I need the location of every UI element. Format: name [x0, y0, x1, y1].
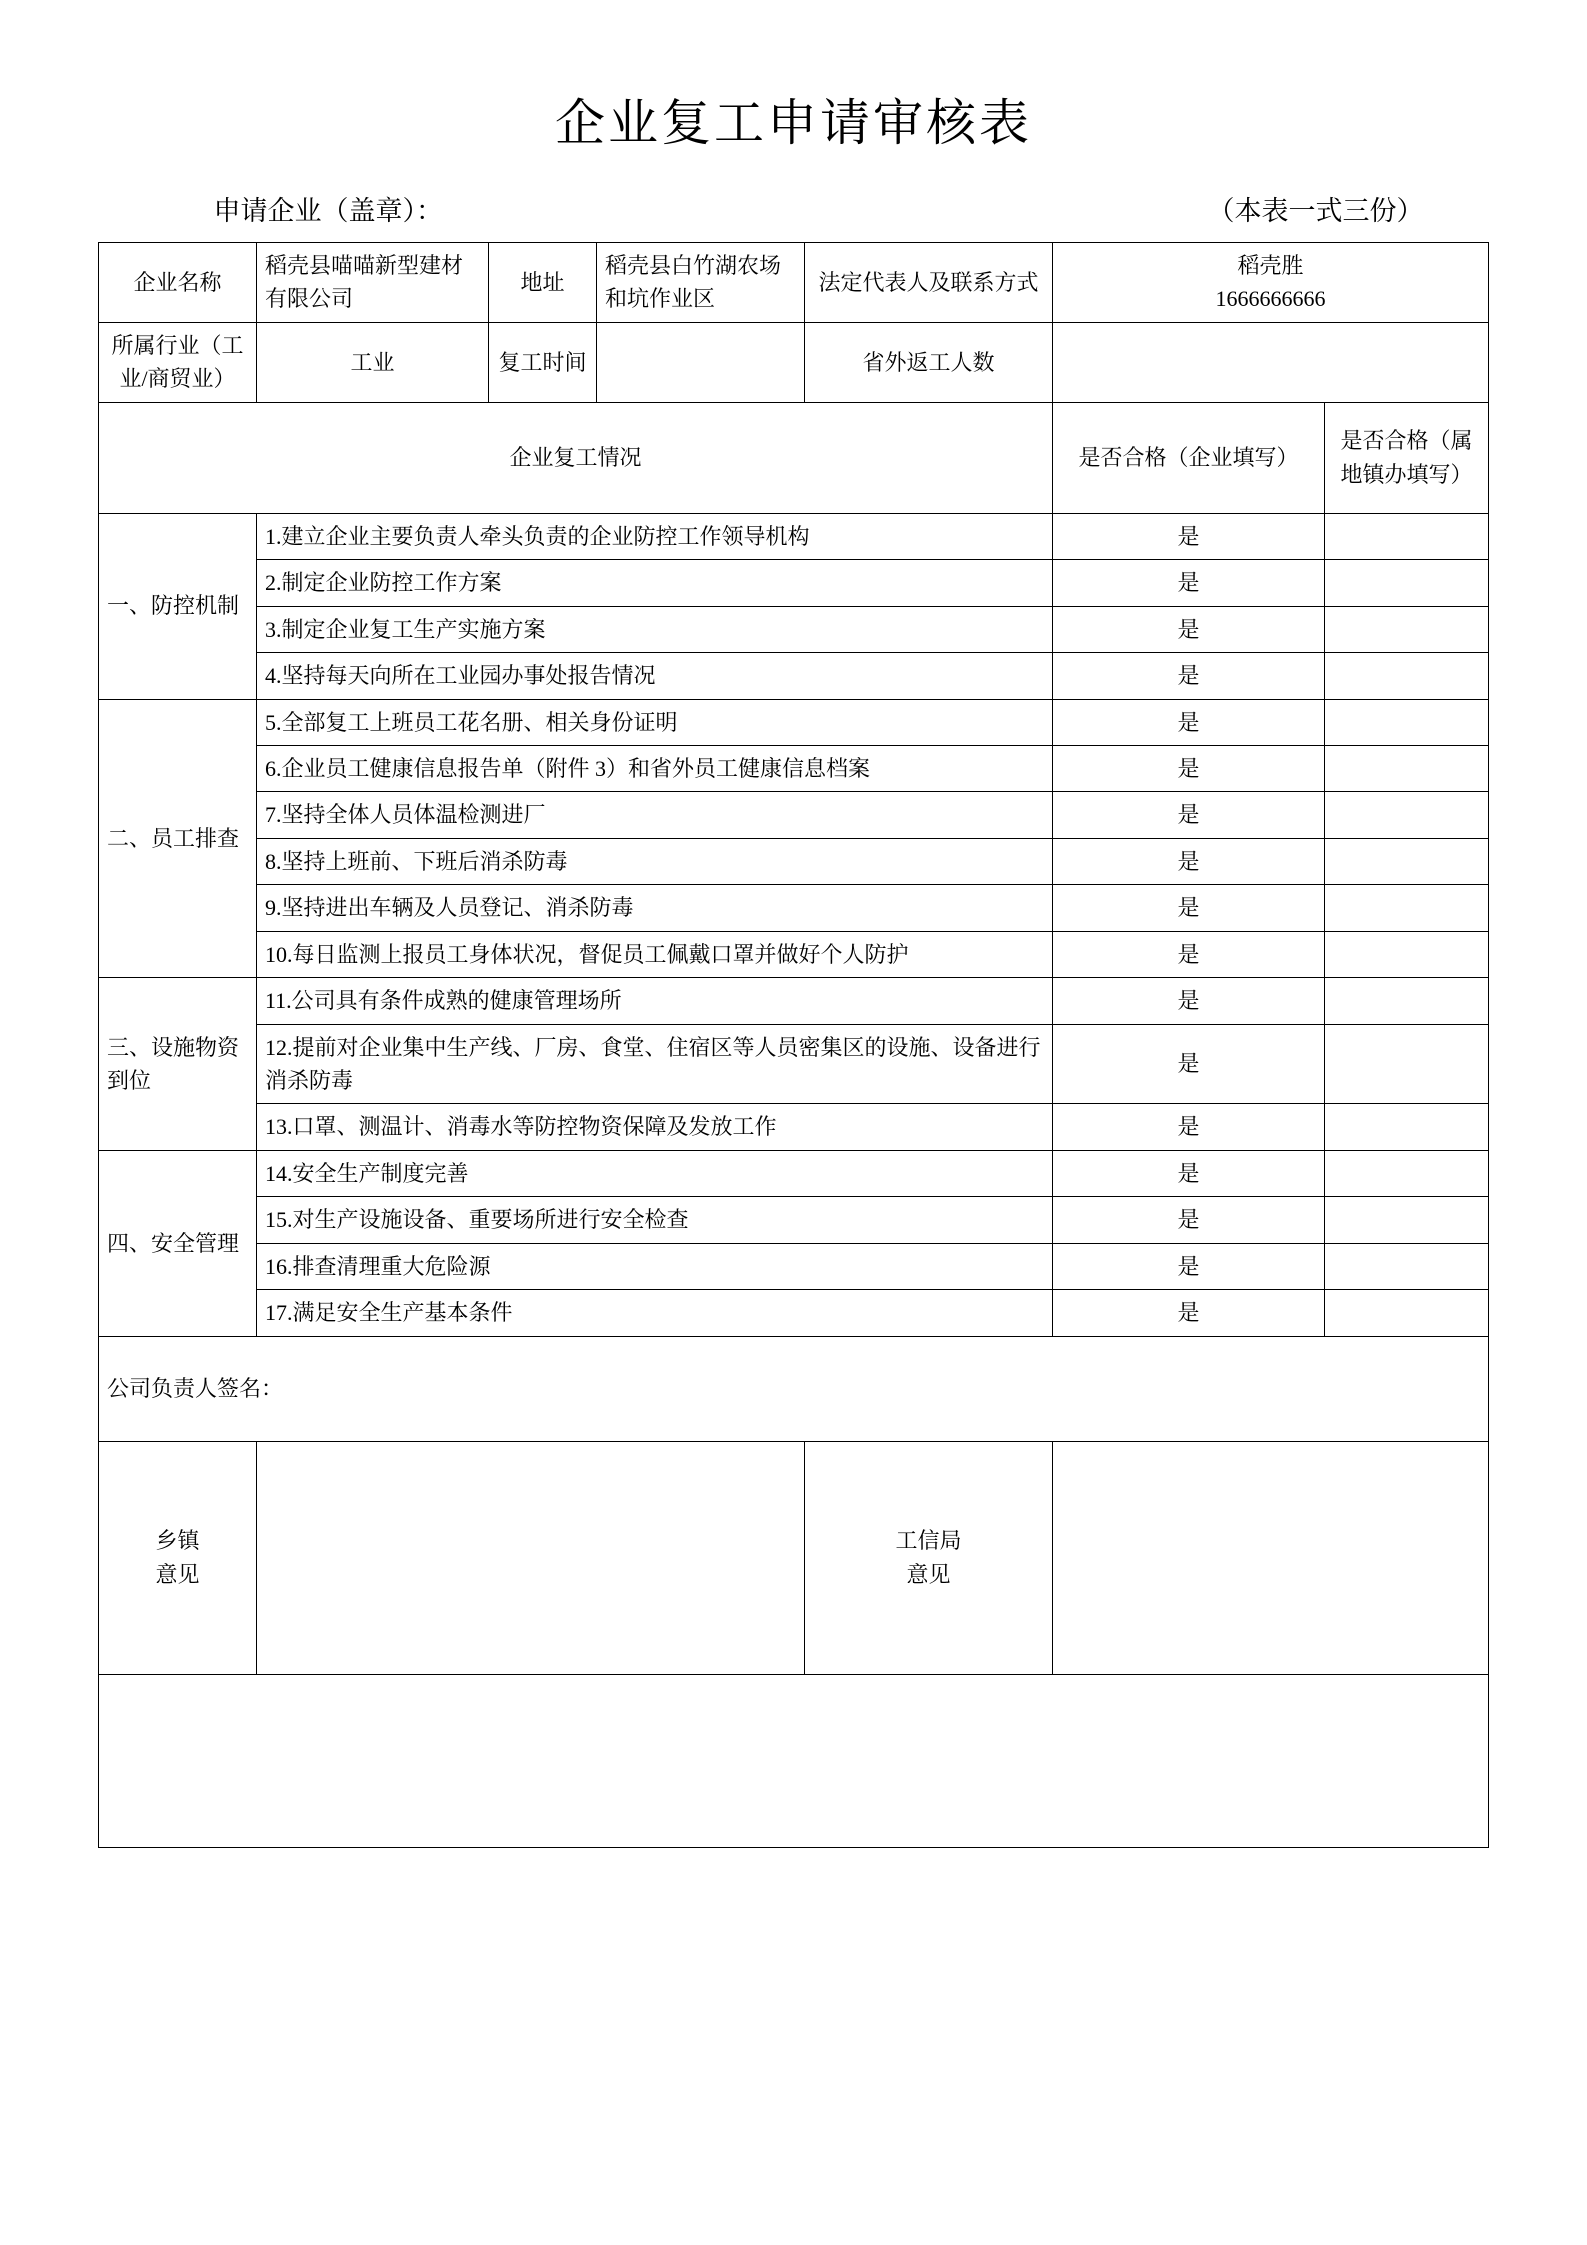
checklist-item-town-result[interactable]: [1325, 838, 1489, 884]
table-row-company-info: [99, 243, 1489, 323]
checklist-item-enterprise-result[interactable]: 是: [1053, 699, 1325, 745]
address-label: 地址: [489, 243, 597, 323]
checklist-col-enterprise-header: 是否合格（企业填写）: [1053, 402, 1325, 513]
checklist-item-town-result[interactable]: [1325, 978, 1489, 1024]
checklist-item-town-result[interactable]: [1325, 1290, 1489, 1336]
checklist-section-label-2: 二、员工排查: [99, 699, 257, 978]
checklist-item-text: 4.坚持每天向所在工业园办事处报告情况: [257, 653, 1053, 699]
checklist-item-enterprise-result[interactable]: 是: [1053, 745, 1325, 791]
checklist-body: [99, 513, 1489, 1336]
checklist-item-town-result[interactable]: [1325, 1243, 1489, 1289]
checklist-section-label-3: 三、设施物资到位: [99, 978, 257, 1151]
applicant-seal-label: 申请企业（盖章）：: [213, 196, 443, 226]
checklist-item-text: 13.口罩、测温计、消毒水等防控物资保障及发放工作: [257, 1104, 1053, 1150]
checklist-row: [99, 513, 1489, 559]
page-title: 企业复工申请审核表: [555, 95, 1032, 151]
checklist-item-enterprise-result[interactable]: 是: [1053, 1104, 1325, 1150]
checklist-item-text: 6.企业员工健康信息报告单（附件 3）和省外员工健康信息档案: [257, 745, 1053, 791]
table-row-bottom-blank: [99, 1674, 1489, 1847]
town-opinion-line1: 乡镇: [155, 1528, 200, 1554]
bureau-opinion-value[interactable]: [1053, 1441, 1489, 1674]
checklist-row: [99, 653, 1489, 699]
checklist-item-text: 15.对生产设施设备、重要场所进行安全检查: [257, 1197, 1053, 1243]
legal-rep-value[interactable]: [1053, 243, 1489, 323]
checklist-col-town-header: 是否合格（属地镇办填写）: [1325, 402, 1489, 513]
checklist-item-enterprise-result[interactable]: 是: [1053, 560, 1325, 606]
checklist-item-enterprise-result[interactable]: 是: [1053, 1024, 1325, 1104]
checklist-row: [99, 838, 1489, 884]
checklist-item-enterprise-result[interactable]: 是: [1053, 1150, 1325, 1196]
table-row-checklist-header: [99, 402, 1489, 513]
checklist-item-enterprise-result[interactable]: 是: [1053, 978, 1325, 1024]
checklist-row: [99, 1243, 1489, 1289]
checklist-item-text: 17.满足安全生产基本条件: [257, 1290, 1053, 1336]
checklist-row: [99, 745, 1489, 791]
checklist-item-enterprise-result[interactable]: 是: [1053, 838, 1325, 884]
copies-note: （本表一式三份）: [1207, 196, 1424, 226]
checklist-item-town-result[interactable]: [1325, 1104, 1489, 1150]
checklist-item-text: 3.制定企业复工生产实施方案: [257, 606, 1053, 652]
town-opinion-line2: 意见: [155, 1561, 200, 1587]
main-form-table: [98, 242, 1489, 1848]
checklist-item-text: 14.安全生产制度完善: [257, 1150, 1053, 1196]
bureau-opinion-line2: 意见: [906, 1561, 951, 1587]
checklist-item-enterprise-result[interactable]: 是: [1053, 513, 1325, 559]
company-signature-label[interactable]: 公司负责人签名：: [99, 1336, 1489, 1441]
checklist-item-town-result[interactable]: [1325, 606, 1489, 652]
checklist-item-text: 10.每日监测上报员工身体状况，督促员工佩戴口罩并做好个人防护: [257, 931, 1053, 977]
subtitle-row: [124, 151, 1464, 242]
checklist-row: [99, 1024, 1489, 1104]
checklist-item-enterprise-result[interactable]: 是: [1053, 792, 1325, 838]
checklist-item-text: 7.坚持全体人员体温检测进厂: [257, 792, 1053, 838]
checklist-item-text: 16.排查清理重大危险源: [257, 1243, 1053, 1289]
bottom-blank-area[interactable]: [99, 1674, 1489, 1847]
out-province-value[interactable]: [1053, 322, 1489, 402]
checklist-item-text: 11.公司具有条件成熟的健康管理场所: [257, 978, 1053, 1024]
checklist-row: [99, 1197, 1489, 1243]
resume-time-label: 复工时间: [489, 322, 597, 402]
checklist-item-town-result[interactable]: [1325, 931, 1489, 977]
checklist-item-town-result[interactable]: [1325, 699, 1489, 745]
checklist-row: [99, 606, 1489, 652]
company-name-label: 企业名称: [99, 243, 257, 323]
checklist-item-enterprise-result[interactable]: 是: [1053, 885, 1325, 931]
checklist-main-header: 企业复工情况: [99, 402, 1053, 513]
checklist-item-text: 9.坚持进出车辆及人员登记、消杀防毒: [257, 885, 1053, 931]
checklist-item-town-result[interactable]: [1325, 513, 1489, 559]
checklist-item-enterprise-result[interactable]: 是: [1053, 1243, 1325, 1289]
checklist-row: [99, 792, 1489, 838]
checklist-item-text: 1.建立企业主要负责人牵头负责的企业防控工作领导机构: [257, 513, 1053, 559]
industry-value[interactable]: 工业: [257, 322, 489, 402]
checklist-row: [99, 978, 1489, 1024]
checklist-item-town-result[interactable]: [1325, 792, 1489, 838]
checklist-item-text: 5.全部复工上班员工花名册、相关身份证明: [257, 699, 1053, 745]
checklist-section-label-4: 四、安全管理: [99, 1150, 257, 1336]
table-row-industry-info: [99, 322, 1489, 402]
checklist-item-enterprise-result[interactable]: 是: [1053, 1290, 1325, 1336]
company-name-value[interactable]: 稻壳县喵喵新型建材有限公司: [257, 243, 489, 323]
checklist-item-text: 8.坚持上班前、下班后消杀防毒: [257, 838, 1053, 884]
legal-rep-label: 法定代表人及联系方式: [805, 243, 1053, 323]
bureau-opinion-line1: 工信局: [895, 1528, 962, 1554]
checklist-item-enterprise-result[interactable]: 是: [1053, 653, 1325, 699]
checklist-row: [99, 1104, 1489, 1150]
checklist-row: [99, 1150, 1489, 1196]
town-opinion-value[interactable]: [257, 1441, 805, 1674]
checklist-section-label-1: 一、防控机制: [99, 513, 257, 699]
checklist-row: [99, 560, 1489, 606]
checklist-item-enterprise-result[interactable]: 是: [1053, 1197, 1325, 1243]
checklist-item-enterprise-result[interactable]: 是: [1053, 931, 1325, 977]
resume-time-value[interactable]: [597, 322, 805, 402]
checklist-item-town-result[interactable]: [1325, 560, 1489, 606]
checklist-item-enterprise-result[interactable]: 是: [1053, 606, 1325, 652]
legal-rep-name: 稻壳胜: [1237, 253, 1304, 278]
checklist-item-town-result[interactable]: [1325, 1024, 1489, 1104]
checklist-item-text: 2.制定企业防控工作方案: [257, 560, 1053, 606]
table-row-opinions: [99, 1441, 1489, 1674]
checklist-row: [99, 931, 1489, 977]
bureau-opinion-label: [805, 1441, 1053, 1674]
checklist-item-town-result[interactable]: [1325, 885, 1489, 931]
checklist-item-town-result[interactable]: [1325, 653, 1489, 699]
checklist-item-town-result[interactable]: [1325, 1150, 1489, 1196]
checklist-item-text: 12.提前对企业集中生产线、厂房、食堂、住宿区等人员密集区的设施、设备进行消杀防毒: [257, 1024, 1053, 1104]
address-value[interactable]: 稻壳县白竹湖农场和坑作业区: [597, 243, 805, 323]
checklist-row: [99, 885, 1489, 931]
checklist-row: [99, 1290, 1489, 1336]
checklist-item-town-result[interactable]: [1325, 745, 1489, 791]
checklist-item-town-result[interactable]: [1325, 1197, 1489, 1243]
table-row-signature: [99, 1336, 1489, 1441]
legal-rep-phone: 1666666666: [1215, 286, 1326, 312]
industry-label: 所属行业（工业/商贸业）: [99, 322, 257, 402]
out-province-label: 省外返工人数: [805, 322, 1053, 402]
checklist-row: [99, 699, 1489, 745]
town-opinion-label: [99, 1441, 257, 1674]
